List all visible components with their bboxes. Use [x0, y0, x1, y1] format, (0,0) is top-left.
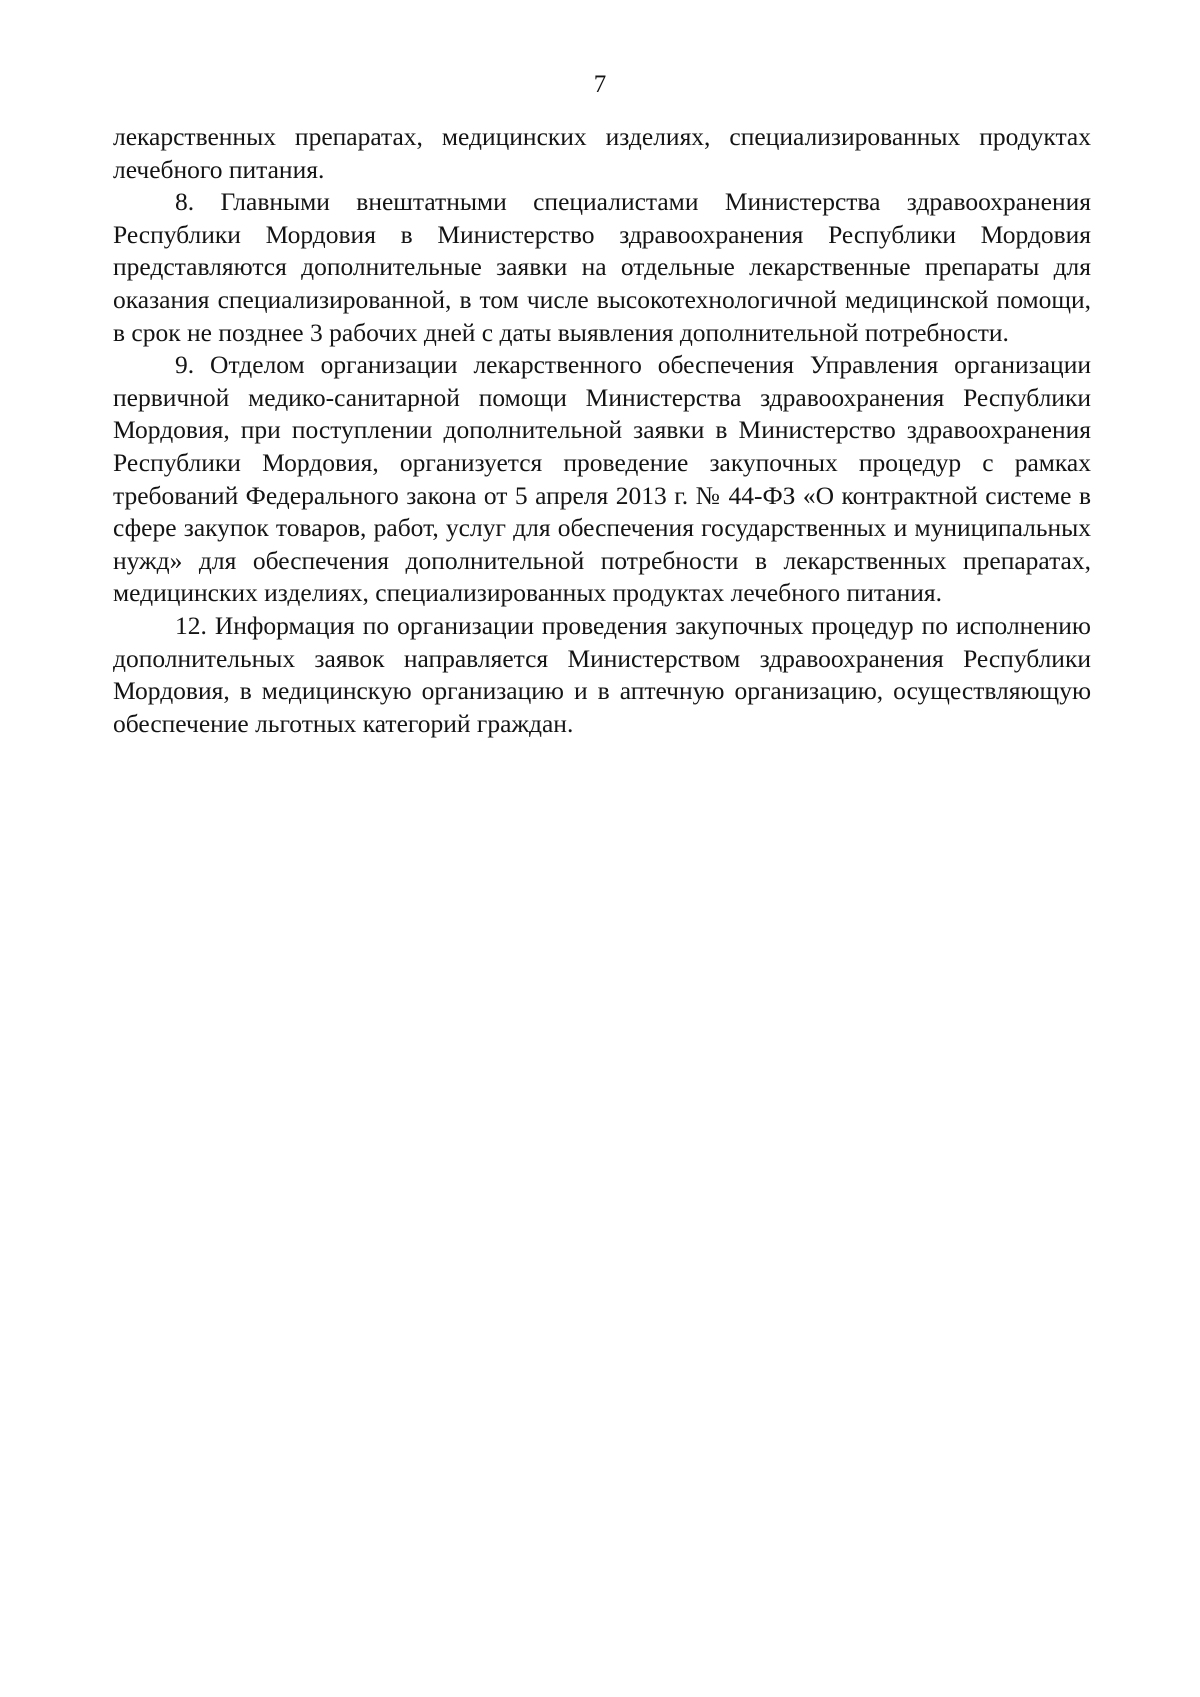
page-number: 7 — [593, 71, 607, 98]
paragraph-item-9: 9. Отделом организации лекарственного обеспечения Управления организации первичной медико-санитарной помощи Министерства здравоохранения Республики Мордовия, при поступлении дополнительной заявки в Министерство здравоохранения Республики Мордовия, организуется проведение закупочных процедур с рамках требований Федерального закона от 5 апреля 2013 г. № 44-ФЗ «О контрактной системе в сфере закупок товаров, работ, услуг для обеспечения государственных и муниципальных нужд» для обеспечения дополнительной потребности в лекарственных препаратах, медицинских изделиях, специализированных продуктах лечебного питания. — [113, 350, 1091, 608]
paragraph-continuation: лекарственных препаратах, медицинских изделиях, специализированных продуктах лечебного питания. — [113, 122, 1091, 184]
paragraph-item-8: 8. Главными внештатными специалистами Министерства здравоохранения Республики Мордовия в Министерство здравоохранения Республики Мордовия представляются дополнительные заявки на отдельные лекарственные препараты для оказания специализированной, в том числе высокотехнологичной медицинской помощи, в срок не позднее 3 рабочих дней с даты выявления дополнительной потребности. — [113, 187, 1091, 347]
paragraph-item-12: 12. Информация по организации проведения закупочных процедур по исполнению дополнительных заявок направляется Министерством здравоохранения Республики Мордовия, в медицинскую организацию и в аптечную организацию, осуществляющую обеспечение льготных категорий граждан. — [113, 610, 1091, 738]
document-body — [113, 121, 1091, 740]
